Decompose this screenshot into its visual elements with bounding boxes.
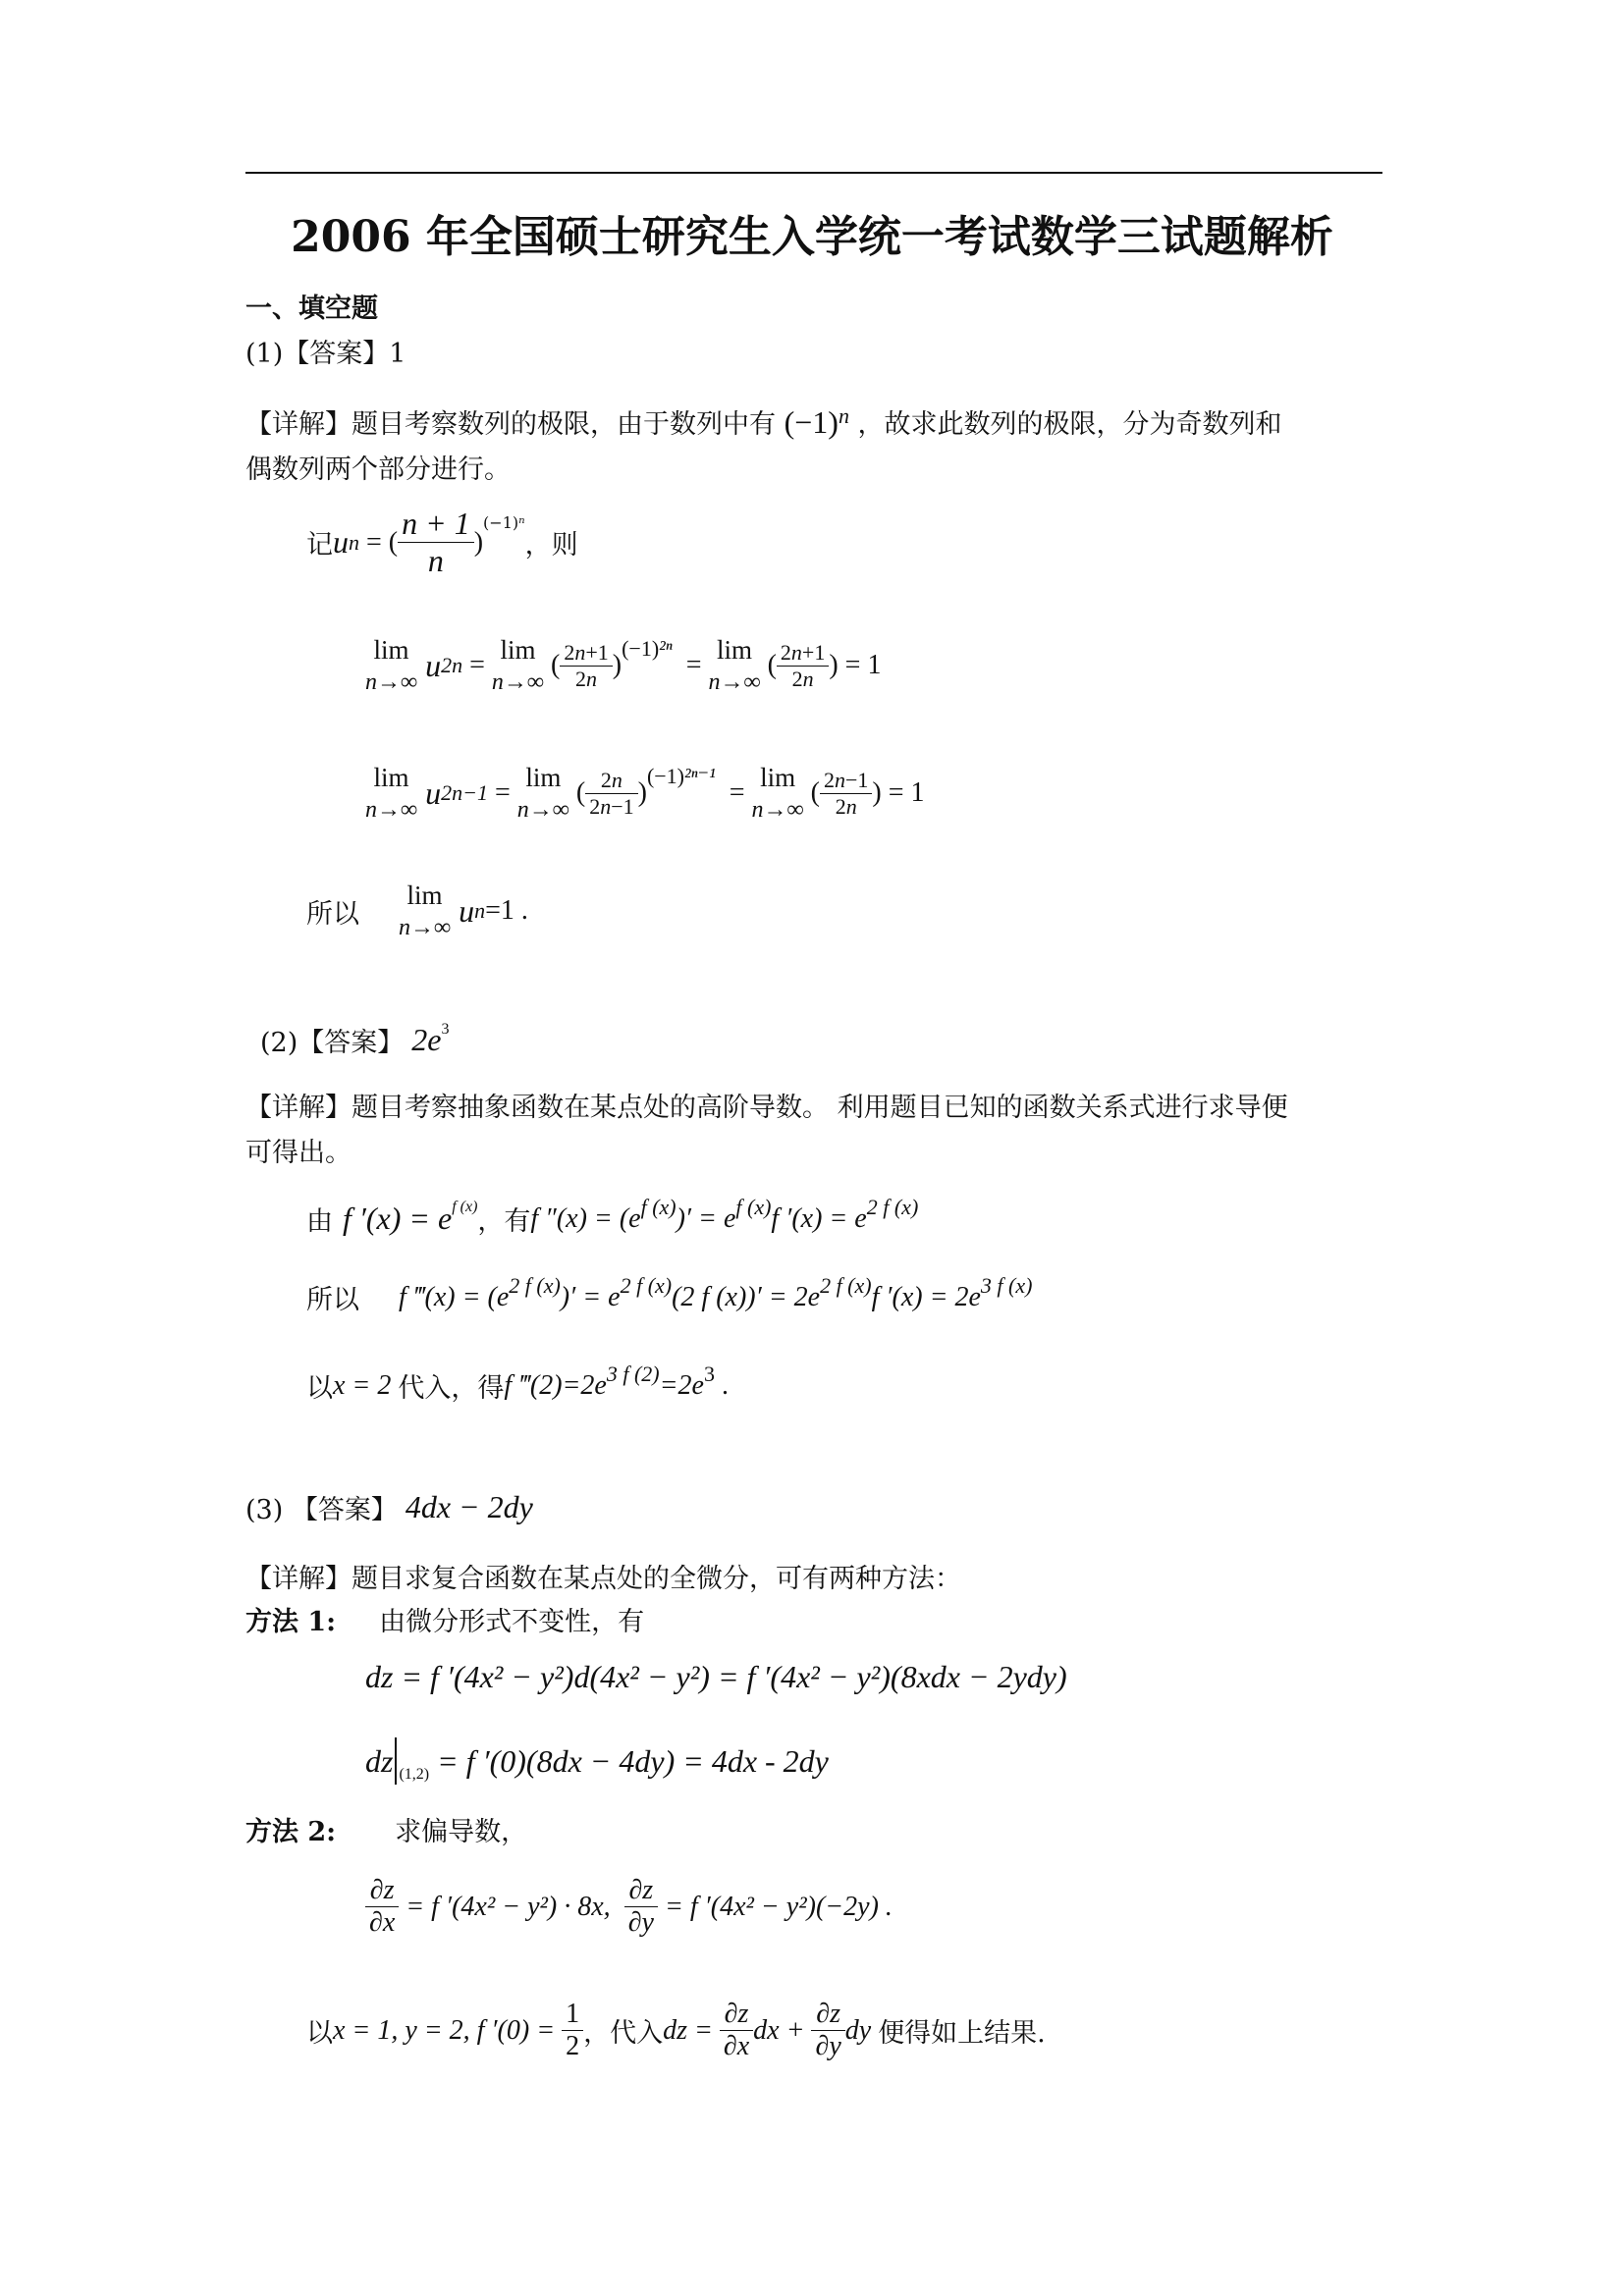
q1-conclusion: 所以 lim n→∞ u n =1 . [306,881,528,941]
q1-limit-odd: lim n→∞ u 2n−1 = lim n→∞ ( $\frac{2n}{2n-1}$ ) (−1)²ⁿ⁻¹ = lim n→∞ ( $\frac{2n-1}{2n}$ ) = 1 [365,763,925,824]
q2-detail-line2: 可得出。 [245,1138,352,1168]
q3-final: 以 x = 1, y = 2, f ′(0) = $\frac{1}{2}$ ，代入 dz = $\frac{\partial z}{\partial x}$ dx + $\frac{\partial z}{\partial y}$ dy 便得如上结果. [306,1999,1046,2061]
q1-definition: 记 u n = ( $\frac{n + 1}{n}$ ) (−1)ⁿ ，则 [306,506,578,578]
q3-method2: 方法 2: 求偏导数， [245,1817,528,1847]
page-title: 2006 年全国硕士研究生入学统一考试数学三试题解析 [291,212,1333,262]
q3-method1: 方法 1: 由微分形式不变性，有 [245,1607,645,1637]
section-heading: 一、填空题 [245,294,378,324]
q1-detail-line2: 偶数列两个部分进行。 [245,454,511,485]
top-rule [245,172,1382,174]
q3-equation1: dz = f ′(4x² − y²)d(4x² − y²) = f ′(4x² − y²)(8xdx − 2ydy) [365,1659,1067,1694]
q3-answer: (3) 【答案】 4dx − 2dy [245,1489,533,1525]
q3-partials: $\frac{\partial z}{\partial x}$ = f ′(4x² − y²) · 8x, $\frac{\partial z}{\partial y}$ = f ′(4x² − y²)(−2y) . [365,1875,893,1939]
q1-detail-line1: 【详解】题目考察数列的极限，由于数列中有 $(-1)^n$ ，故求此数列的极限，分为奇数列和 [245,403,1282,440]
q3-equation2: dz (1,2) = f ′(0)(8dx − 4dy) = 4dx - 2dy [365,1737,829,1785]
q1-answer: (1)【答案】1 [245,339,406,369]
q3-detail-line1: 【详解】题目求复合函数在某点处的全微分，可有两种方法： [245,1564,961,1594]
q2-step3: 以 x = 2 代入，得 f ‴(2)=2e 3 f (2) =2e 3 . [306,1361,729,1404]
q2-step2: 所以 f ‴(x) = (e 2 f (x) )′ = e 2 f (x) (2 f (x))′ = 2e 2 f (x) f ′(x) = 2e 3 f (x) [306,1272,1033,1315]
q1-limit-even: lim n→∞ u 2n = lim n→∞ ( $\frac{2n+1}{2n}$ ) (−1)²ⁿ = lim n→∞ ( $\frac{2n+1}{2n}$ ) = 1 [365,635,882,696]
q2-answer: (2)【答案】 2e 3 [260,1020,450,1058]
q2-step1: 由 f ′(x) = e f (x) ，有 f ″(x) = (e f (x) )′ = e f (x) f ′(x) = e 2 f (x) [306,1194,919,1237]
q2-detail-line1: 【详解】题目考察抽象函数在某点处的高阶导数。 利用题目已知的函数关系式进行求导便 [245,1093,1288,1123]
